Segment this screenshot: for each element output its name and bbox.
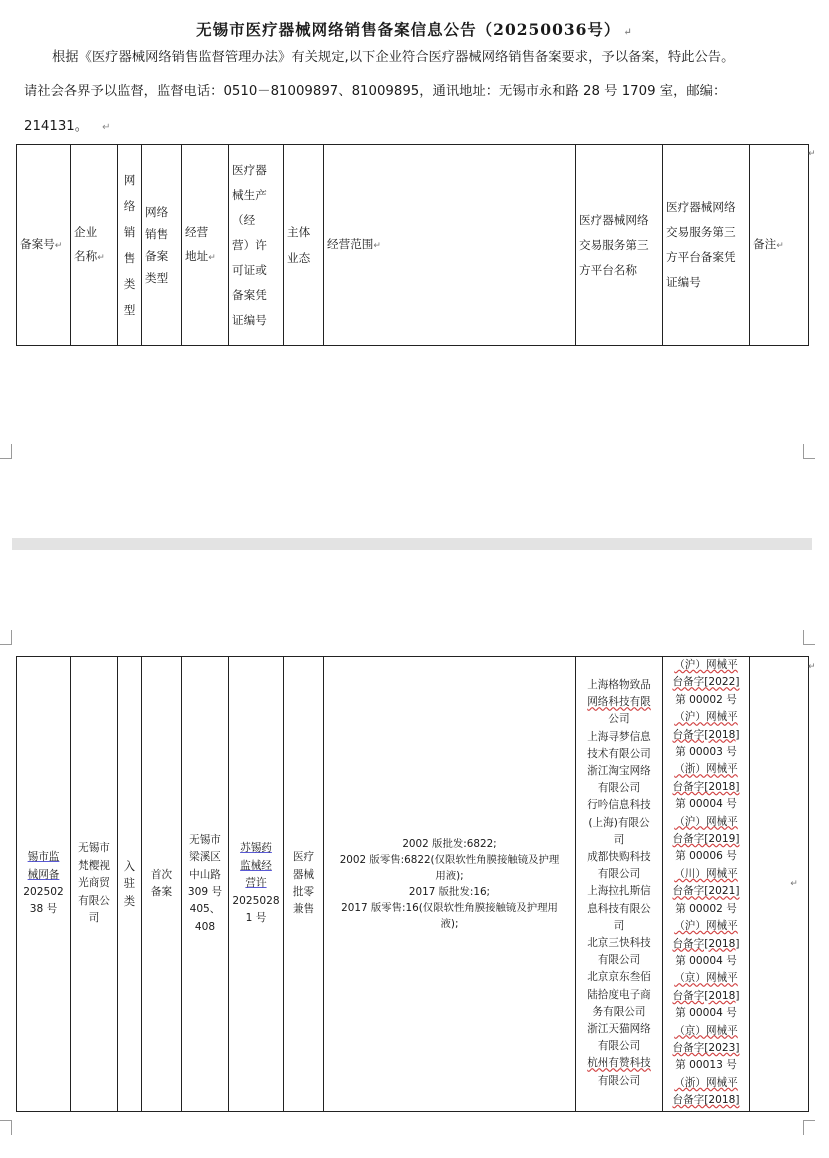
header-sales-type — [118, 145, 142, 346]
line: 第 00004 号 — [675, 1007, 737, 1020]
line: 台备字[2018] — [672, 1094, 740, 1107]
intro-line-2: 请社会各界予以监督，监督电话：0510－81009897、81009895，通讯地址：无锡市永和路 28 号 1709 室，邮编： — [24, 84, 727, 99]
line: 公司 — [608, 713, 630, 726]
line: 行吟信息科技 — [587, 799, 651, 812]
line: 第 00004 号 — [675, 798, 737, 811]
line: 驻 — [123, 876, 136, 891]
line: 交易服务第三 — [579, 237, 649, 252]
line: 第 00004 号 — [675, 954, 737, 967]
line: 主体 — [287, 225, 311, 239]
line: （沪）网械平 — [674, 711, 738, 724]
line: 2002 版批发:6822; — [402, 838, 497, 850]
cell-remark: ↵ — [750, 657, 809, 1112]
line: 台备字[2021] — [672, 885, 740, 898]
page-2: 锡市监 械网备 202502 38 号 无锡市 梵樱视 光商贸 有限公 司 入 驻 类 首次 备案 无锡市 梁溪区 中山路 309 号 405、 408 苏锡药 监械经 营许 2025028 1 号 医疗 器械 批零 兼售 2002 版批发:6822; 2002 版零售:6822(仅限软性角膜接触镜及护理 用液); 2017 版批发:16; 2017 版零售:16(仅限软性角膜接触镜及护理用 液); 上海格物致品 网络科技有限 公司 上海寻梦信息 技术有限公司 浙江淘宝网络 有限公司 行吟信息科技 (上海)有限公 司 成都快购科技 有限公司 上海拉扎斯信 息科技有限公 司 北京三快科技 有限公司 北京京东叁佰 陆拾度电子商 务有限公司 浙江天猫网络 有限公司 杭州有赞科技 有限公司 （沪）网械平 台备字[2022] 第 00002 号 （沪）网械平 台备字[2018] 第 00003 号 （浙）网械平 台备字[2018] 第 00004 号 （沪）网械平 台备字[2019] 第 00006 号 （川）网械平 台备字[2021] 第 00002 号 （沪）网械平 台备字[2018] 第 00004 号 （京）网械平 台备字[2018] 第 00004 号 （京）网械平 台备字[2023] 第 00013 号 （浙）网械平 台备字[2018] ↵ ↵ — [0, 550, 829, 1158]
line: 408 — [194, 920, 216, 933]
header-platform-cert — [663, 145, 750, 346]
line: 成都快购科技 — [587, 851, 651, 864]
line: 锡市监 — [27, 851, 60, 864]
line: 第 00013 号 — [675, 1059, 737, 1072]
header-license — [229, 145, 284, 346]
line: 证编号 — [232, 312, 267, 327]
line: 405、 — [189, 903, 221, 916]
line: （沪）网械平 — [674, 920, 738, 933]
intro-line-3: 214131。 ↵ — [24, 119, 111, 134]
line: 证编号 — [666, 275, 701, 289]
line: 有限公司 — [597, 782, 641, 795]
line: 首次 — [150, 868, 173, 881]
line: （沪）网械平 — [674, 815, 738, 828]
cell-record-type — [142, 657, 182, 1112]
line: 医疗 — [292, 851, 315, 864]
page-1: 无锡市医疗器械网络销售备案信息公告（20250036号） ↵ 根据《医疗器械网络销售监督管理办法》有关规定,以下企业符合医疗器械网络销售备案要求，予以备案，特此公告。 请社会各界予以监督，监督电话：0510－81009897、81009895，通讯地址：无锡市永和路 28 号 1709 室，邮编： 214131。 ↵ 备案号↵ 企业 名称↵ 网 络 销 售 类 型 网络 销售 备案 类型 经营 地址↵ 医疗器 械生产 （经 营）许 可证或 备案凭 证编号 主体 业态 经营范围↵ 医疗器械网络 交易服务第三 方平台名称 医疗器械网络 交易服务第三 方平台备案凭 证编号 备注↵ ↵ — [0, 0, 829, 538]
line: 入 — [123, 858, 136, 873]
line: （经 — [232, 212, 256, 227]
line: 销 — [123, 225, 136, 239]
line: 苏锡药 — [240, 842, 272, 855]
page-corner-bl2 — [0, 1120, 12, 1135]
line: 第 00002 号 — [675, 693, 737, 706]
line: 网络科技有限 — [587, 696, 651, 709]
line: 型 — [123, 303, 136, 317]
header-company: 企业 名称↵ — [71, 145, 118, 346]
line: 第 00006 号 — [675, 850, 737, 863]
line: 2025028 — [232, 894, 280, 907]
line: 2002 版零售:6822(仅限软性角膜接触镜及护理 — [339, 854, 560, 866]
header-business — [284, 145, 324, 346]
line: 台备字[2018] — [672, 989, 740, 1002]
line: 光商贸 — [78, 877, 110, 890]
line: 方平台备案凭 — [666, 250, 736, 264]
line: 务有限公司 — [592, 1005, 646, 1018]
line: 浙江淘宝网络 — [587, 765, 651, 778]
line: 台备字[2023] — [672, 1041, 740, 1054]
page-separator — [12, 538, 812, 550]
line: 309 号 — [187, 886, 223, 898]
line: 台备字[2019] — [672, 833, 740, 846]
header-record-no: 备案号↵ — [17, 145, 71, 346]
line: （浙）网械平 — [674, 1076, 738, 1089]
line: 网络 — [145, 205, 169, 219]
cell-sales-type — [118, 657, 142, 1112]
cell-business — [284, 657, 324, 1112]
cell-company — [71, 657, 118, 1112]
cell-record-no — [17, 657, 71, 1112]
line: 网 — [123, 173, 136, 187]
line: 息科技有限公 — [587, 902, 651, 915]
page-title: 无锡市医疗器械网络销售备案信息公告（20250036号） ↵ — [196, 20, 633, 39]
line: （浙）网械平 — [674, 763, 738, 776]
line: 类 — [123, 893, 136, 908]
line: 第 00002 号 — [675, 902, 737, 915]
page-corner-br — [803, 444, 815, 459]
line: 医疗器械网络 — [579, 212, 649, 227]
cell-address — [182, 657, 229, 1112]
line: 台备字[2018] — [672, 728, 740, 741]
line: 2017 版零售:16(仅限软性角膜接触镜及护理用 — [341, 902, 558, 914]
line: 业态 — [287, 251, 311, 265]
line: 中山路 — [189, 868, 221, 881]
cell-license — [229, 657, 284, 1112]
line: 上海拉扎斯信 — [587, 885, 651, 898]
table-row — [17, 657, 809, 1112]
page-corner-bl — [0, 444, 12, 459]
line: 备案凭 — [232, 287, 267, 302]
line: 备案 — [145, 249, 169, 263]
cell-platform-certs — [663, 657, 750, 1112]
line: 梁溪区 — [189, 851, 221, 864]
line: 陆拾度电子商 — [587, 988, 651, 1001]
line: 1 号 — [245, 912, 267, 925]
line: 202502 — [23, 886, 64, 898]
line: 杭州有赞科技 — [587, 1057, 651, 1070]
line: 液); — [440, 918, 459, 930]
line: （京）网械平 — [674, 1024, 738, 1037]
line: 类型 — [145, 271, 169, 285]
header-address: 经营 地址↵ — [182, 145, 229, 346]
line: 方平台名称 — [579, 262, 637, 277]
header-table — [16, 144, 809, 346]
line: （川）网械平 — [674, 867, 738, 880]
cell-platform-names — [576, 657, 663, 1112]
line: 兼售 — [292, 903, 315, 916]
cell-scope — [324, 657, 576, 1112]
line: 营）许 — [232, 237, 267, 252]
line: 无锡市 — [78, 842, 110, 855]
line: 台备字[2022] — [672, 676, 740, 689]
record-table — [16, 656, 809, 1112]
line: 医疗器 — [232, 162, 267, 177]
line: 有限公司 — [597, 1074, 641, 1087]
line: (上海)有限公 — [588, 816, 650, 829]
page-corner-tr — [803, 630, 815, 645]
page-corner-tl — [0, 630, 12, 645]
line: 有限公 — [78, 894, 110, 907]
line: 交易服务第三 — [666, 225, 736, 239]
line: 营许 — [245, 877, 267, 890]
line: 有限公司 — [597, 1040, 641, 1053]
line: 第 00003 号 — [675, 746, 737, 759]
line: 医疗器械网络 — [666, 200, 736, 214]
line: 上海寻梦信息 — [587, 730, 651, 743]
page-corner-br2 — [803, 1120, 815, 1135]
line: （沪）网械平 — [674, 659, 738, 671]
line: 司 — [88, 912, 100, 925]
line: 技术有限公司 — [587, 747, 651, 760]
line: 器械 — [292, 868, 315, 881]
intro-line-1: 根据《医疗器械网络销售监督管理办法》有关规定,以下企业符合医疗器械网络销售备案要求，予以备案，特此公告。 — [52, 50, 735, 65]
header-platform-name — [576, 145, 663, 346]
line: 台备字[2018] — [672, 937, 740, 950]
line: 类 — [123, 277, 136, 291]
line: 售 — [123, 251, 136, 265]
line: （京）网械平 — [674, 972, 738, 985]
line: 络 — [123, 199, 136, 213]
line: 可证或 — [232, 262, 267, 277]
line: 司 — [613, 833, 625, 846]
line: 38 号 — [29, 903, 58, 916]
line: 北京京东叁佰 — [587, 971, 651, 984]
line: 监械经 — [240, 859, 272, 872]
line: 梵樱视 — [78, 859, 110, 872]
line: 有限公司 — [597, 868, 641, 881]
header-remark: 备注↵ — [750, 145, 809, 346]
line: 无锡市 — [189, 833, 221, 846]
line: 浙江天猫网络 — [587, 1023, 651, 1036]
line: 备案 — [150, 886, 173, 898]
line: 械网备 — [27, 868, 60, 881]
line: 北京三快科技 — [587, 937, 651, 950]
line: 上海格物致品 — [587, 679, 651, 691]
line: 有限公司 — [597, 954, 641, 967]
line: 批零 — [292, 886, 315, 898]
line: 用液); — [435, 870, 464, 882]
line: 2017 版批发:16; — [408, 886, 491, 898]
header-record-type — [142, 145, 182, 346]
line: 司 — [613, 919, 625, 932]
line: 销售 — [145, 227, 169, 241]
header-scope: 经营范围↵ — [324, 145, 576, 346]
line: 械生产 — [232, 187, 267, 202]
line: 台备字[2018] — [672, 780, 740, 793]
